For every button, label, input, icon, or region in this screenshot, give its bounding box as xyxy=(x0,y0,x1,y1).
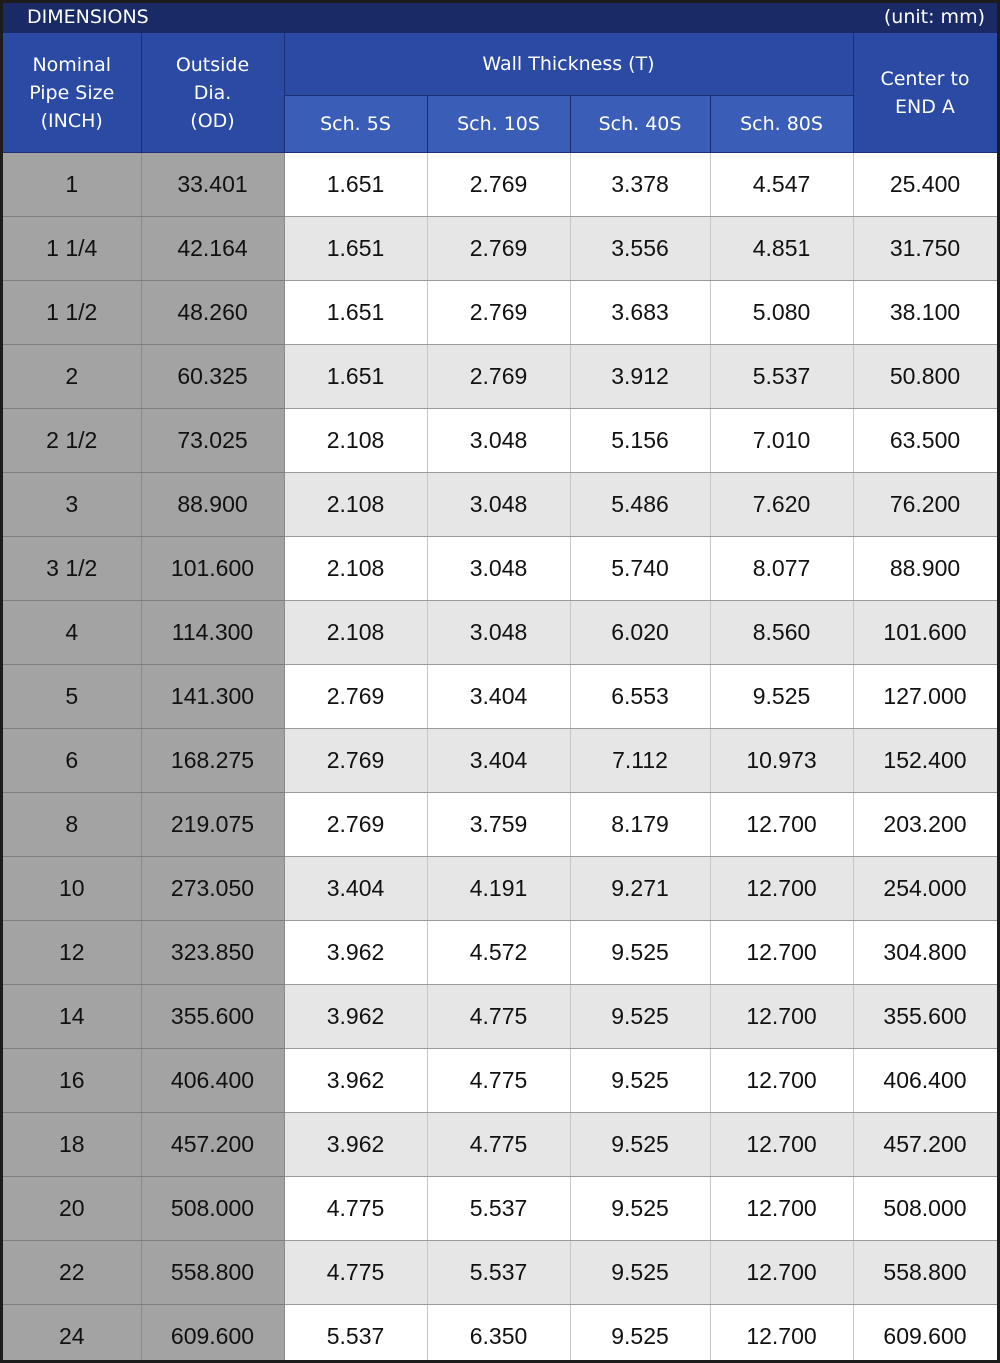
cell-nominal-size: 1 1/2 xyxy=(3,281,141,345)
table-row xyxy=(3,793,997,857)
cell-center-to-end: 609.600 xyxy=(853,1305,997,1363)
table-row xyxy=(3,729,997,793)
cell-center-to-end: 76.200 xyxy=(853,473,997,537)
cell-center-to-end: 304.800 xyxy=(853,921,997,985)
cell-sch-40s: 5.486 xyxy=(570,473,710,537)
cell-sch-40s: 3.378 xyxy=(570,153,710,217)
cell-sch-10s: 2.769 xyxy=(427,345,570,409)
cell-outside-diameter: 101.600 xyxy=(141,537,284,601)
cell-outside-diameter: 48.260 xyxy=(141,281,284,345)
table-row xyxy=(3,1305,997,1363)
cell-outside-diameter: 168.275 xyxy=(141,729,284,793)
cell-sch-40s: 9.525 xyxy=(570,1305,710,1363)
table-header xyxy=(3,33,997,153)
cell-sch-80s: 12.700 xyxy=(710,1113,853,1177)
cell-sch-40s: 5.740 xyxy=(570,537,710,601)
cell-sch-5s: 2.108 xyxy=(284,601,427,665)
cell-sch-10s: 3.404 xyxy=(427,665,570,729)
cell-sch-10s: 3.048 xyxy=(427,537,570,601)
cell-nominal-size: 22 xyxy=(3,1241,141,1305)
cell-outside-diameter: 88.900 xyxy=(141,473,284,537)
cell-center-to-end: 406.400 xyxy=(853,1049,997,1113)
table-row xyxy=(3,601,997,665)
cell-sch-10s: 5.537 xyxy=(427,1241,570,1305)
cell-nominal-size: 4 xyxy=(3,601,141,665)
cell-sch-5s: 2.769 xyxy=(284,729,427,793)
header-outside-diameter: Outside Dia. (OD) xyxy=(141,33,284,153)
cell-sch-5s: 3.962 xyxy=(284,1049,427,1113)
cell-center-to-end: 254.000 xyxy=(853,857,997,921)
table-title: DIMENSIONS xyxy=(27,6,149,28)
cell-center-to-end: 558.800 xyxy=(853,1241,997,1305)
header-center-to-end: Center to END A xyxy=(853,33,997,153)
cell-sch-10s: 3.048 xyxy=(427,601,570,665)
cell-outside-diameter: 73.025 xyxy=(141,409,284,473)
cell-sch-40s: 9.525 xyxy=(570,921,710,985)
cell-nominal-size: 1 1/4 xyxy=(3,217,141,281)
header-nominal-pipe-size: Nominal Pipe Size (INCH) xyxy=(3,33,141,153)
cell-nominal-size: 1 xyxy=(3,153,141,217)
cell-sch-80s: 12.700 xyxy=(710,1049,853,1113)
cell-nominal-size: 12 xyxy=(3,921,141,985)
cell-sch-40s: 9.525 xyxy=(570,985,710,1049)
table-row xyxy=(3,281,997,345)
cell-sch-10s: 2.769 xyxy=(427,217,570,281)
table-row xyxy=(3,473,997,537)
cell-sch-10s: 5.537 xyxy=(427,1177,570,1241)
cell-sch-40s: 7.112 xyxy=(570,729,710,793)
table-row xyxy=(3,1049,997,1113)
cell-center-to-end: 355.600 xyxy=(853,985,997,1049)
cell-outside-diameter: 219.075 xyxy=(141,793,284,857)
cell-sch-5s: 1.651 xyxy=(284,281,427,345)
cell-sch-10s: 3.048 xyxy=(427,409,570,473)
cell-center-to-end: 50.800 xyxy=(853,345,997,409)
cell-sch-80s: 5.080 xyxy=(710,281,853,345)
cell-center-to-end: 63.500 xyxy=(853,409,997,473)
header-wall-thickness: Wall Thickness (T) xyxy=(284,33,853,96)
unit-label: (unit: mm) xyxy=(883,6,985,28)
cell-outside-diameter: 114.300 xyxy=(141,601,284,665)
cell-nominal-size: 3 1/2 xyxy=(3,537,141,601)
cell-nominal-size: 18 xyxy=(3,1113,141,1177)
cell-sch-80s: 12.700 xyxy=(710,921,853,985)
cell-sch-5s: 1.651 xyxy=(284,345,427,409)
cell-sch-10s: 2.769 xyxy=(427,281,570,345)
cell-nominal-size: 20 xyxy=(3,1177,141,1241)
cell-sch-40s: 3.683 xyxy=(570,281,710,345)
cell-sch-80s: 8.077 xyxy=(710,537,853,601)
cell-center-to-end: 508.000 xyxy=(853,1177,997,1241)
cell-center-to-end: 31.750 xyxy=(853,217,997,281)
cell-sch-10s: 4.572 xyxy=(427,921,570,985)
cell-outside-diameter: 42.164 xyxy=(141,217,284,281)
dimensions-table xyxy=(3,33,998,1363)
cell-sch-40s: 6.020 xyxy=(570,601,710,665)
cell-sch-80s: 10.973 xyxy=(710,729,853,793)
table-row xyxy=(3,409,997,473)
cell-nominal-size: 14 xyxy=(3,985,141,1049)
cell-sch-80s: 4.547 xyxy=(710,153,853,217)
cell-sch-40s: 9.525 xyxy=(570,1241,710,1305)
cell-sch-5s: 1.651 xyxy=(284,153,427,217)
cell-sch-40s: 9.525 xyxy=(570,1177,710,1241)
cell-sch-10s: 6.350 xyxy=(427,1305,570,1363)
cell-sch-40s: 3.912 xyxy=(570,345,710,409)
cell-outside-diameter: 355.600 xyxy=(141,985,284,1049)
cell-outside-diameter: 273.050 xyxy=(141,857,284,921)
cell-sch-5s: 3.962 xyxy=(284,921,427,985)
title-bar xyxy=(3,3,997,33)
cell-outside-diameter: 609.600 xyxy=(141,1305,284,1363)
cell-sch-5s: 2.769 xyxy=(284,793,427,857)
cell-sch-80s: 12.700 xyxy=(710,857,853,921)
cell-sch-80s: 7.620 xyxy=(710,473,853,537)
cell-center-to-end: 25.400 xyxy=(853,153,997,217)
cell-sch-5s: 2.108 xyxy=(284,409,427,473)
cell-center-to-end: 203.200 xyxy=(853,793,997,857)
cell-sch-80s: 12.700 xyxy=(710,1305,853,1363)
cell-nominal-size: 16 xyxy=(3,1049,141,1113)
cell-outside-diameter: 558.800 xyxy=(141,1241,284,1305)
cell-sch-10s: 2.769 xyxy=(427,153,570,217)
cell-center-to-end: 152.400 xyxy=(853,729,997,793)
cell-sch-40s: 9.271 xyxy=(570,857,710,921)
table-body xyxy=(3,153,997,1363)
table-row xyxy=(3,153,997,217)
cell-outside-diameter: 60.325 xyxy=(141,345,284,409)
cell-sch-80s: 7.010 xyxy=(710,409,853,473)
table-row xyxy=(3,921,997,985)
table-row xyxy=(3,985,997,1049)
cell-sch-80s: 12.700 xyxy=(710,1177,853,1241)
cell-nominal-size: 3 xyxy=(3,473,141,537)
table-row xyxy=(3,537,997,601)
cell-nominal-size: 6 xyxy=(3,729,141,793)
cell-sch-10s: 4.775 xyxy=(427,1113,570,1177)
cell-sch-5s: 2.108 xyxy=(284,537,427,601)
cell-outside-diameter: 33.401 xyxy=(141,153,284,217)
table-row xyxy=(3,857,997,921)
cell-sch-80s: 12.700 xyxy=(710,793,853,857)
cell-nominal-size: 10 xyxy=(3,857,141,921)
table-row xyxy=(3,1113,997,1177)
cell-sch-5s: 5.537 xyxy=(284,1305,427,1363)
cell-outside-diameter: 141.300 xyxy=(141,665,284,729)
cell-sch-10s: 4.191 xyxy=(427,857,570,921)
header-sch-80s: Sch. 80S xyxy=(710,96,853,153)
cell-sch-5s: 1.651 xyxy=(284,217,427,281)
table-row xyxy=(3,1177,997,1241)
cell-nominal-size: 24 xyxy=(3,1305,141,1363)
cell-sch-80s: 12.700 xyxy=(710,985,853,1049)
cell-sch-40s: 6.553 xyxy=(570,665,710,729)
cell-sch-10s: 3.404 xyxy=(427,729,570,793)
cell-sch-5s: 4.775 xyxy=(284,1177,427,1241)
cell-center-to-end: 101.600 xyxy=(853,601,997,665)
cell-outside-diameter: 323.850 xyxy=(141,921,284,985)
cell-sch-5s: 2.108 xyxy=(284,473,427,537)
cell-nominal-size: 2 xyxy=(3,345,141,409)
cell-sch-10s: 4.775 xyxy=(427,985,570,1049)
table-row xyxy=(3,217,997,281)
cell-sch-80s: 8.560 xyxy=(710,601,853,665)
cell-center-to-end: 127.000 xyxy=(853,665,997,729)
cell-sch-40s: 3.556 xyxy=(570,217,710,281)
cell-sch-40s: 8.179 xyxy=(570,793,710,857)
cell-sch-5s: 2.769 xyxy=(284,665,427,729)
cell-sch-80s: 9.525 xyxy=(710,665,853,729)
cell-outside-diameter: 508.000 xyxy=(141,1177,284,1241)
cell-sch-40s: 9.525 xyxy=(570,1049,710,1113)
cell-center-to-end: 38.100 xyxy=(853,281,997,345)
table-row xyxy=(3,1241,997,1305)
cell-outside-diameter: 406.400 xyxy=(141,1049,284,1113)
cell-sch-5s: 3.962 xyxy=(284,985,427,1049)
header-sch-10s: Sch. 10S xyxy=(427,96,570,153)
cell-sch-40s: 9.525 xyxy=(570,1113,710,1177)
cell-nominal-size: 2 1/2 xyxy=(3,409,141,473)
cell-sch-5s: 4.775 xyxy=(284,1241,427,1305)
cell-sch-80s: 12.700 xyxy=(710,1241,853,1305)
cell-sch-10s: 3.048 xyxy=(427,473,570,537)
cell-sch-80s: 4.851 xyxy=(710,217,853,281)
cell-outside-diameter: 457.200 xyxy=(141,1113,284,1177)
cell-sch-5s: 3.404 xyxy=(284,857,427,921)
cell-sch-5s: 3.962 xyxy=(284,1113,427,1177)
cell-nominal-size: 8 xyxy=(3,793,141,857)
header-sch-5s: Sch. 5S xyxy=(284,96,427,153)
table-row xyxy=(3,345,997,409)
header-sch-40s: Sch. 40S xyxy=(570,96,710,153)
cell-sch-80s: 5.537 xyxy=(710,345,853,409)
cell-center-to-end: 88.900 xyxy=(853,537,997,601)
cell-sch-10s: 3.759 xyxy=(427,793,570,857)
cell-sch-40s: 5.156 xyxy=(570,409,710,473)
cell-nominal-size: 5 xyxy=(3,665,141,729)
table-row xyxy=(3,665,997,729)
cell-sch-10s: 4.775 xyxy=(427,1049,570,1113)
cell-center-to-end: 457.200 xyxy=(853,1113,997,1177)
